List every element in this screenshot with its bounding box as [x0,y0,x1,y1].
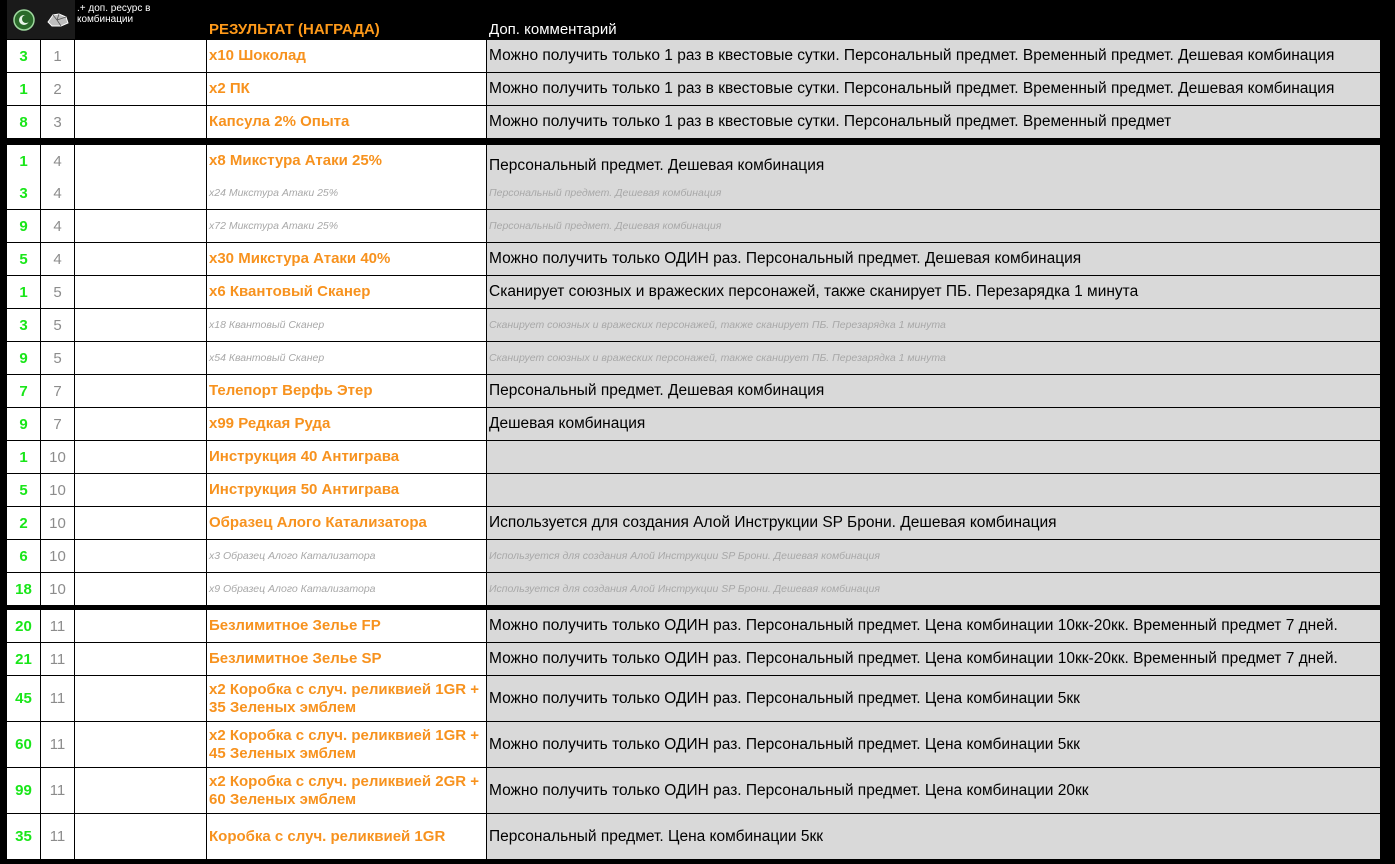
table-row [0,309,1395,342]
table-row [0,342,1395,375]
qty-cell: 9 [7,408,41,441]
qty-cell: 2 [7,507,41,540]
level-cell: 4 [41,210,75,243]
qty-cell: 3 [7,40,41,73]
level-cell: 7 [41,375,75,408]
table-row [0,474,1395,507]
comment-cell: Сканирует союзных и вражеских персонажей, также сканирует ПБ. Перезарядка 1 минута [487,342,1381,375]
resource-cell [75,768,207,814]
comment-cell: Сканирует союзных и вражеских персонажей, также сканирует ПБ. Перезарядка 1 минута [487,276,1381,309]
table-row [0,768,1395,814]
comment-cell: Сканирует союзных и вражеских персонажей, также сканирует ПБ. Перезарядка 1 минута [487,309,1381,342]
reward-cell: x24 Микстура Атаки 25% [207,177,487,210]
resource-cell [75,342,207,375]
qty-cell: 1 [7,145,41,178]
reward-cell: Безлимитное Зелье FP [207,610,487,643]
table-row [0,375,1395,408]
table-header [0,0,1395,40]
table-row [0,610,1395,643]
table-row [0,408,1395,441]
qty-cell: 1 [7,73,41,106]
reward-cell: x18 Квантовый Сканер [207,309,487,342]
reward-cell: x99 Редкая Руда [207,408,487,441]
resource-cell [75,309,207,342]
comment-cell: Можно получить только ОДИН раз. Персональный предмет. Цена комбинации 5кк [487,722,1381,768]
qty-cell: 35 [7,814,41,860]
comment-cell: Можно получить только 1 раз в квестовые сутки. Персональный предмет. Временный предмет [487,106,1381,139]
reward-cell: Капсула 2% Опыта [207,106,487,139]
level-cell: 1 [41,40,75,73]
level-cell: 11 [41,722,75,768]
level-cell: 10 [41,507,75,540]
table-row [0,243,1395,276]
comment-cell: Используется для создания Алой Инструкции SP Брони. Дешевая комбинация [487,573,1381,606]
header-resource: .+ доп. ресурс в комбинации [77,3,151,25]
table-row [0,40,1395,73]
level-cell: 2 [41,73,75,106]
comment-cell: Можно получить только ОДИН раз. Персональный предмет. Цена комбинации 10кк-20кк. Временный предмет 7 дней. [487,643,1381,676]
reward-cell: x8 Микстура Атаки 25% [207,145,487,178]
table-row [0,441,1395,474]
table-row [0,73,1395,106]
group-separator [7,139,1381,144]
resource-cell [75,177,207,210]
resource-cell [75,145,207,178]
comment-cell: Персональный предмет. Дешевая комбинация [487,210,1381,243]
reward-cell: x10 Шоколад [207,40,487,73]
level-cell: 10 [41,441,75,474]
level-cell: 10 [41,474,75,507]
comment-cell: Персональный предмет. Цена комбинации 5кк [487,814,1381,860]
resource-cell [75,474,207,507]
qty-cell: 18 [7,573,41,606]
reward-cell: x9 Образец Алого Катализатора [207,573,487,606]
table-row [0,106,1395,139]
resource-cell [75,610,207,643]
comment-cell: Персональный предмет. Дешевая комбинация [487,177,1381,210]
resource-cell [75,106,207,139]
resource-cell [75,573,207,606]
resource-cell [75,676,207,722]
resource-cell [75,540,207,573]
reward-cell: Телепорт Верфь Этер [207,375,487,408]
qty-cell: 20 [7,610,41,643]
resource-cell [75,375,207,408]
level-cell: 4 [41,145,75,178]
qty-cell: 8 [7,106,41,139]
resource-cell [75,210,207,243]
reward-cell: x72 Микстура Атаки 25% [207,210,487,243]
comment-cell: Можно получить только ОДИН раз. Персональный предмет. Цена комбинации 10кк-20кк. Временный предмет 7 дней. [487,610,1381,643]
table-row [0,722,1395,768]
reward-cell: Коробка с случ. реликвией 1GR [207,814,487,860]
comment-cell [487,441,1381,474]
resource-cell [75,814,207,860]
qty-cell: 9 [7,210,41,243]
level-cell: 11 [41,643,75,676]
level-cell: 11 [41,814,75,860]
level-cell: 11 [41,676,75,722]
qty-cell: 1 [7,276,41,309]
header-comment: Доп. комментарий [489,21,617,38]
level-cell: 3 [41,106,75,139]
comment-cell: Можно получить только 1 раз в квестовые сутки. Персональный предмет. Временный предмет. Дешевая комбинация [487,73,1381,106]
qty-cell: 3 [7,177,41,210]
ore-icon [41,0,75,39]
resource-cell [75,507,207,540]
header-result: РЕЗУЛЬТАТ (НАГРАДА) [209,21,380,38]
level-cell: 4 [41,177,75,210]
reward-cell: x2 Коробка с случ. реликвией 1GR + 45 Зеленых эмблем [207,722,487,768]
comment-cell: Дешевая комбинация [487,408,1381,441]
resource-cell [75,40,207,73]
level-cell: 4 [41,243,75,276]
qty-cell: 6 [7,540,41,573]
comment-cell: Используется для создания Алой Инструкции SP Брони. Дешевая комбинация [487,540,1381,573]
qty-cell: 1 [7,441,41,474]
qty-cell: 3 [7,309,41,342]
level-cell: 5 [41,309,75,342]
table-row [0,276,1395,309]
comment-cell: Можно получить только ОДИН раз. Персональный предмет. Дешевая комбинация [487,243,1381,276]
comment-cell: Персональный предмет. Дешевая комбинация [487,375,1381,408]
resource-cell [75,73,207,106]
resource-cell [75,643,207,676]
qty-cell: 7 [7,375,41,408]
level-cell: 11 [41,610,75,643]
resource-cell [75,276,207,309]
table-row [0,145,1395,178]
resource-cell [75,408,207,441]
qty-cell: 45 [7,676,41,722]
comment-cell: Персональный предмет. Дешевая комбинация [487,145,1381,178]
reward-cell: x3 Образец Алого Катализатора [207,540,487,573]
table-row [0,540,1395,573]
reward-cell: Образец Алого Катализатора [207,507,487,540]
level-cell: 7 [41,408,75,441]
reward-cell: Безлимитное Зелье SP [207,643,487,676]
reward-cell: x2 ПК [207,73,487,106]
table-row [0,573,1395,606]
level-cell: 10 [41,540,75,573]
comment-cell [487,474,1381,507]
qty-cell: 9 [7,342,41,375]
green-emblem-icon [7,0,41,39]
level-cell: 10 [41,573,75,606]
reward-cell: x2 Коробка с случ. реликвией 1GR + 35 Зеленых эмблем [207,676,487,722]
table-row [0,814,1395,860]
table-row [0,507,1395,540]
resource-cell [75,441,207,474]
resource-cell [75,722,207,768]
reward-cell: x6 Квантовый Сканер [207,276,487,309]
comment-cell: Используется для создания Алой Инструкции SP Брони. Дешевая комбинация [487,507,1381,540]
qty-cell: 5 [7,243,41,276]
reward-cell: x54 Квантовый Сканер [207,342,487,375]
qty-cell: 60 [7,722,41,768]
reward-cell: Инструкция 40 Антиграва [207,441,487,474]
table-row [0,643,1395,676]
table-row [0,210,1395,243]
reward-cell: Инструкция 50 Антиграва [207,474,487,507]
comment-cell: Можно получить только ОДИН раз. Персональный предмет. Цена комбинации 20кк [487,768,1381,814]
resource-cell [75,243,207,276]
table-row [0,676,1395,722]
qty-cell: 5 [7,474,41,507]
reward-cell: x30 Микстура Атаки 40% [207,243,487,276]
comment-cell: Можно получить только 1 раз в квестовые сутки. Персональный предмет. Временный предмет. Дешевая комбинация [487,40,1381,73]
table-row [0,177,1395,210]
qty-cell: 99 [7,768,41,814]
level-cell: 5 [41,342,75,375]
comment-cell: Можно получить только ОДИН раз. Персональный предмет. Цена комбинации 5кк [487,676,1381,722]
level-cell: 5 [41,276,75,309]
qty-cell: 21 [7,643,41,676]
reward-cell: x2 Коробка с случ. реликвией 2GR + 60 Зеленых эмблем [207,768,487,814]
level-cell: 11 [41,768,75,814]
